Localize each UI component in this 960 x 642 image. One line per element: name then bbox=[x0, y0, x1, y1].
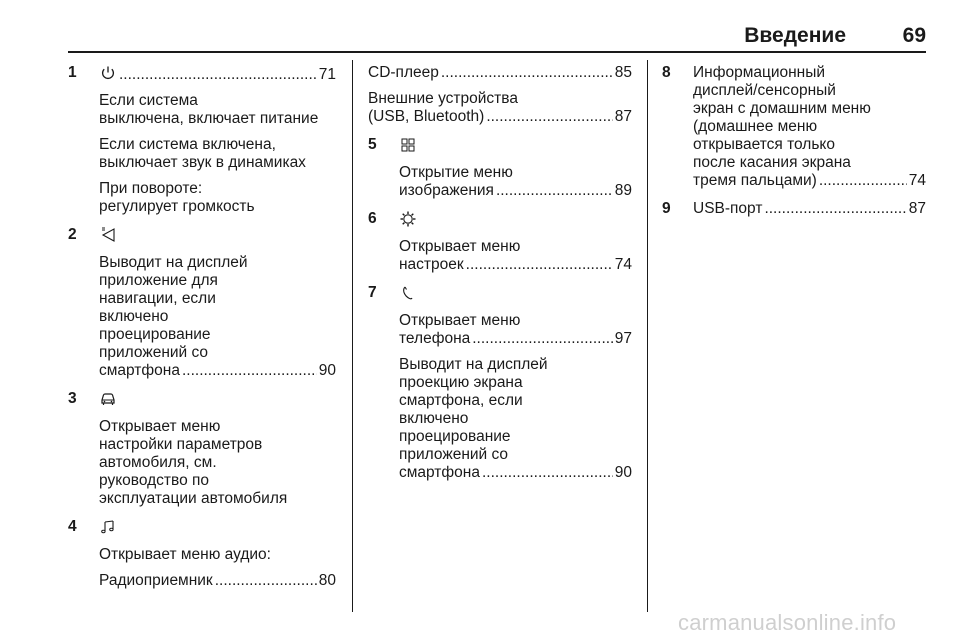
page-ref: 90 bbox=[318, 362, 336, 379]
toc-label: Радиоприемник bbox=[99, 572, 213, 589]
item-number: 4 bbox=[68, 518, 77, 535]
text-line: Открытие меню bbox=[399, 164, 513, 181]
text-line: регулирует громкость bbox=[99, 198, 255, 215]
text-line: Открывает меню bbox=[399, 238, 521, 255]
item-number: 1 bbox=[68, 64, 77, 81]
list-item bbox=[662, 200, 926, 218]
text-line: приложений со bbox=[399, 446, 509, 463]
list-item bbox=[68, 390, 336, 508]
toc-label: (USB, Bluetooth) bbox=[368, 108, 485, 125]
text-line: Если система включена, bbox=[99, 136, 276, 153]
toc-label: смартфона bbox=[399, 464, 480, 481]
text-line: (домашнее меню bbox=[693, 118, 818, 135]
description bbox=[99, 136, 336, 172]
text-line: после касания экрана bbox=[693, 154, 851, 171]
text-line: экран с домашним меню bbox=[693, 100, 871, 117]
watermark: carmanualsonline.info bbox=[678, 610, 897, 635]
settings-gear-icon bbox=[399, 210, 417, 228]
description bbox=[99, 254, 336, 380]
text-line: смартфона, если bbox=[399, 392, 523, 409]
column-1 bbox=[68, 64, 336, 590]
item-number: 5 bbox=[368, 136, 377, 153]
page-ref: 74 bbox=[614, 256, 632, 273]
toc-label: тремя пальцами) bbox=[693, 172, 817, 189]
text-line: дисплей/сенсорный bbox=[693, 82, 836, 99]
text-line: руководство по bbox=[99, 472, 210, 489]
text-line: проекцию экрана bbox=[399, 374, 523, 391]
page-title: Введение bbox=[744, 24, 846, 47]
text-line: навигации, если bbox=[99, 290, 216, 307]
toc-entry bbox=[99, 64, 336, 84]
page-ref: 71 bbox=[318, 66, 336, 83]
text-line: Выводит на дисплей bbox=[399, 356, 548, 373]
column-2 bbox=[368, 64, 632, 482]
item-number: 8 bbox=[662, 64, 671, 81]
text-line: При повороте: bbox=[99, 180, 203, 197]
car-icon bbox=[99, 390, 117, 408]
navigation-icon bbox=[99, 226, 117, 244]
toc-label: телефона bbox=[399, 330, 471, 347]
description bbox=[693, 64, 926, 190]
description: Открывает меню аудио: bbox=[99, 546, 271, 563]
text-line: включено bbox=[399, 410, 469, 427]
text-line: приложений со bbox=[99, 344, 209, 361]
description bbox=[399, 312, 632, 348]
list-item bbox=[662, 64, 926, 190]
description bbox=[99, 418, 336, 508]
text-line: настройки параметров bbox=[99, 436, 263, 453]
description bbox=[399, 164, 632, 200]
text-line: включено bbox=[99, 308, 169, 325]
text-line: эксплуатации автомобиля bbox=[99, 490, 288, 507]
header-divider bbox=[68, 51, 926, 53]
toc-entry bbox=[99, 362, 336, 380]
page-ref: 74 bbox=[908, 172, 926, 189]
text-line: выключает звук в динамиках bbox=[99, 154, 306, 171]
text-line: Внешние устройства bbox=[368, 90, 518, 107]
text-line: открывается только bbox=[693, 136, 835, 153]
page-ref: 90 bbox=[614, 464, 632, 481]
toc-entry bbox=[99, 572, 336, 590]
column-3 bbox=[662, 64, 926, 218]
list-item bbox=[368, 284, 632, 482]
toc-label: CD-плеер bbox=[368, 64, 439, 81]
toc-label: настроек bbox=[399, 256, 464, 273]
page-number: 69 bbox=[902, 24, 926, 47]
column-divider-1 bbox=[352, 60, 353, 612]
toc-entry bbox=[368, 90, 632, 126]
toc-label: смартфона bbox=[99, 362, 180, 379]
list-item bbox=[368, 136, 632, 200]
list-item bbox=[68, 226, 336, 380]
page-ref: 85 bbox=[614, 64, 632, 81]
description bbox=[99, 180, 336, 216]
item-number: 3 bbox=[68, 390, 77, 407]
item-number: 2 bbox=[68, 226, 77, 243]
description bbox=[399, 238, 632, 274]
toc-entry bbox=[368, 64, 632, 82]
page-ref: 87 bbox=[614, 108, 632, 125]
item-number: 7 bbox=[368, 284, 377, 301]
toc-label: изображения bbox=[399, 182, 494, 199]
text-line: проецирование bbox=[99, 326, 211, 343]
column-divider-2 bbox=[647, 60, 648, 612]
item-number: 6 bbox=[368, 210, 377, 227]
text-line: Если система bbox=[99, 92, 198, 109]
page-ref: 89 bbox=[614, 182, 632, 199]
power-icon bbox=[99, 64, 117, 82]
text-line: Информационный bbox=[693, 64, 826, 81]
list-item bbox=[368, 210, 632, 274]
list-item bbox=[68, 518, 336, 590]
toc-label: USB-порт bbox=[693, 200, 763, 217]
text-line: Выводит на дисплей bbox=[99, 254, 248, 271]
image-grid-icon bbox=[399, 136, 417, 154]
list-item bbox=[68, 64, 336, 216]
text-line: проецирование bbox=[399, 428, 511, 445]
description bbox=[99, 92, 336, 128]
page-ref: 87 bbox=[908, 200, 926, 217]
page-ref: 80 bbox=[318, 572, 336, 589]
phone-icon bbox=[399, 284, 417, 302]
text-line: приложение для bbox=[99, 272, 218, 289]
item-number: 9 bbox=[662, 200, 671, 217]
text-line: выключена, включает питание bbox=[99, 110, 319, 127]
text-line: автомобиля, см. bbox=[99, 454, 217, 471]
page-ref: 97 bbox=[614, 330, 632, 347]
text-line: Открывает меню bbox=[399, 312, 521, 329]
music-note-icon bbox=[99, 518, 117, 536]
description bbox=[399, 356, 632, 482]
text-line: Открывает меню bbox=[99, 418, 221, 435]
